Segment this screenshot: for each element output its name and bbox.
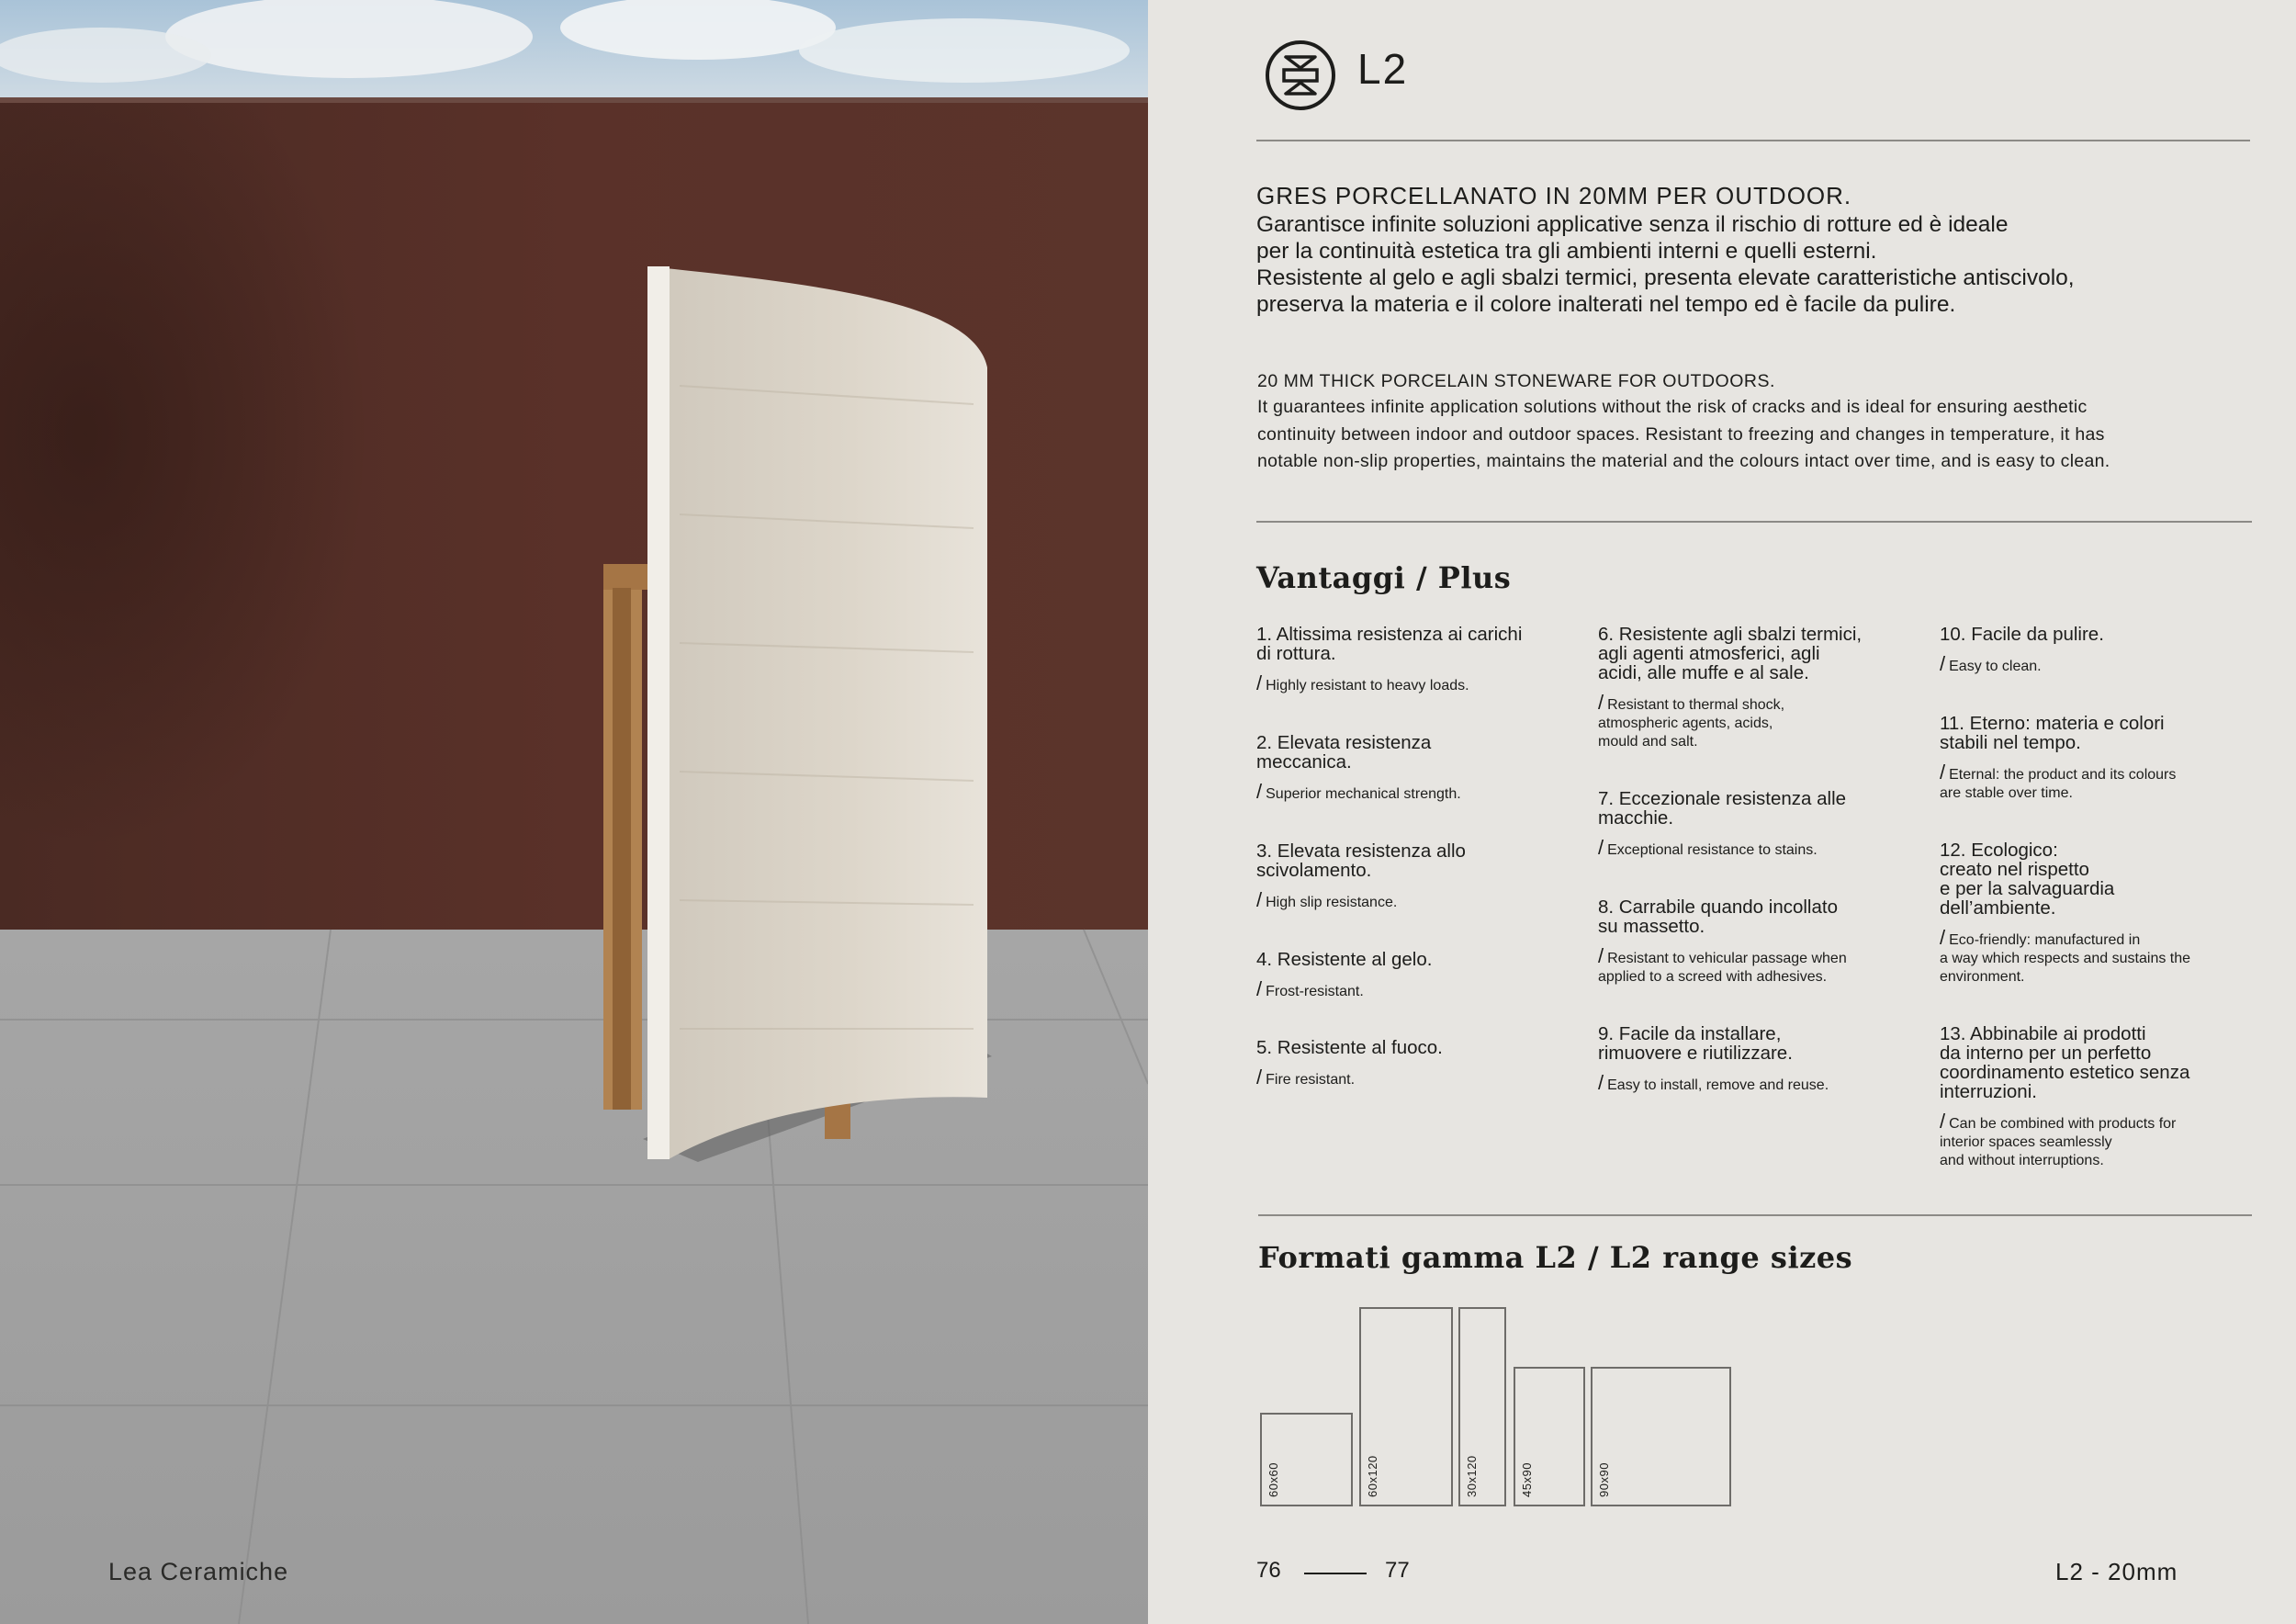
italian-line: per la continuità estetica tra gli ambienti interni e quelli esterni. (1256, 239, 1877, 264)
size-label: 45x90 (1520, 1462, 1534, 1497)
size-label: 60x60 (1266, 1462, 1280, 1497)
divider-top (1256, 140, 2250, 141)
divider-middle (1256, 521, 2252, 523)
plus-item: 8. Carrabile quando incollato su massetto. / Resistant to vehicular passage when applied to a screed with adhesives. (1598, 897, 1847, 985)
english-heading: 20 MM THICK PORCELAIN STONEWARE FOR OUTDOORS. (1257, 371, 1775, 391)
size-30x120 (1458, 1307, 1506, 1506)
plus-item: 7. Eccezionale resistenza alle macchie. / Exceptional resistance to stains. (1598, 788, 1847, 859)
plus-item: 10. Facile da pulire. / Easy to clean. (1940, 624, 2104, 675)
size-60x60 (1260, 1413, 1353, 1506)
page-number-separator (1304, 1573, 1367, 1574)
plus-section-title: Vantaggi / Plus (1256, 560, 1512, 595)
size-label: 90x90 (1597, 1462, 1611, 1497)
english-line: notable non-slip properties, maintains the material and the colours intact over time, and is easy to clean. (1257, 451, 2110, 471)
plus-item: 11. Eterno: materia e colori stabili nel tempo. / Eternal: the product and its colours are stable over time. (1940, 713, 2177, 801)
english-line: continuity between indoor and outdoor spaces. Resistant to freezing and changes in temperature, it has (1257, 423, 2105, 445)
size-45x90 (1514, 1367, 1585, 1506)
english-description (1257, 369, 2268, 476)
page-number-left: 76 (1256, 1558, 1281, 1583)
plus-item: 2. Elevata resistenza meccanica. / Superior mechanical strength. (1256, 732, 1461, 803)
sizes-section-title: Formati gamma L2 / L2 range sizes (1258, 1240, 1853, 1275)
plus-item: 12. Ecologico: creato nel rispetto e per la salvaguardia dell’ambiente. / Eco-friendly: manufactured in a way which respects and sustains the environment. (1940, 840, 2191, 985)
plus-item: 9. Facile da installare, rimuovere e riutilizzare. / Easy to install, remove and reuse. (1598, 1023, 1829, 1094)
plus-item: 5. Resistente al fuoco. / Fire resistant. (1256, 1037, 1443, 1088)
italian-heading: GRES PORCELLANATO IN 20MM PER OUTDOOR. (1256, 182, 1852, 209)
series-title: L2 (1357, 45, 1409, 93)
plus-item: 1. Altissima resistenza ai carichi di rottura. / Highly resistant to heavy loads. (1256, 624, 1523, 694)
size-label: 30x120 (1465, 1455, 1479, 1497)
size-60x120 (1359, 1307, 1453, 1506)
product-footer-label: L2 - 20mm (2055, 1558, 2178, 1585)
size-diagram (1258, 1304, 1773, 1506)
english-line: It guarantees infinite application solutions without the risk of cracks and is ideal for ensuring aesthetic (1257, 397, 2088, 417)
size-90x90 (1591, 1367, 1731, 1506)
size-label: 60x120 (1366, 1455, 1379, 1497)
italian-line: Resistente al gelo e agli sbalzi termici, presenta elevate caratteristiche antiscivolo, (1256, 265, 2075, 290)
divider-bottom (1258, 1214, 2252, 1216)
product-page (1148, 0, 2296, 1624)
plus-item: 6. Resistente agli sbalzi termici, agli agenti atmosferici, agli acidi, alle muffe e al sale. / Resistant to thermal shock, atmospheric agents, acids, mould and salt. (1598, 624, 1863, 750)
italian-description (1256, 180, 2257, 318)
plus-item: 3. Elevata resistenza allo scivolamento. / High slip resistance. (1256, 840, 1466, 911)
italian-line: Garantisce infinite soluzioni applicative senza il rischio di rotture ed è ideale (1256, 212, 2009, 237)
slab-edge (647, 266, 670, 1159)
plus-item: 13. Abbinabile ai prodotti da interno per un perfetto coordinamento estetico senza interruzioni. / Can be combined with products for interior spaces seamlessly and without interruptions. (1940, 1023, 2190, 1168)
italian-line: preserva la materia e il colore inalterati nel tempo ed è facile da pulire. (1256, 292, 1956, 317)
brand-name: Lea Ceramiche (108, 1558, 289, 1585)
product-logo-icon (1264, 39, 1337, 112)
page-number-right: 77 (1385, 1558, 1410, 1583)
plus-item: 4. Resistente al gelo. / Frost-resistant. (1256, 949, 1433, 1000)
curved-slab (647, 266, 987, 1159)
